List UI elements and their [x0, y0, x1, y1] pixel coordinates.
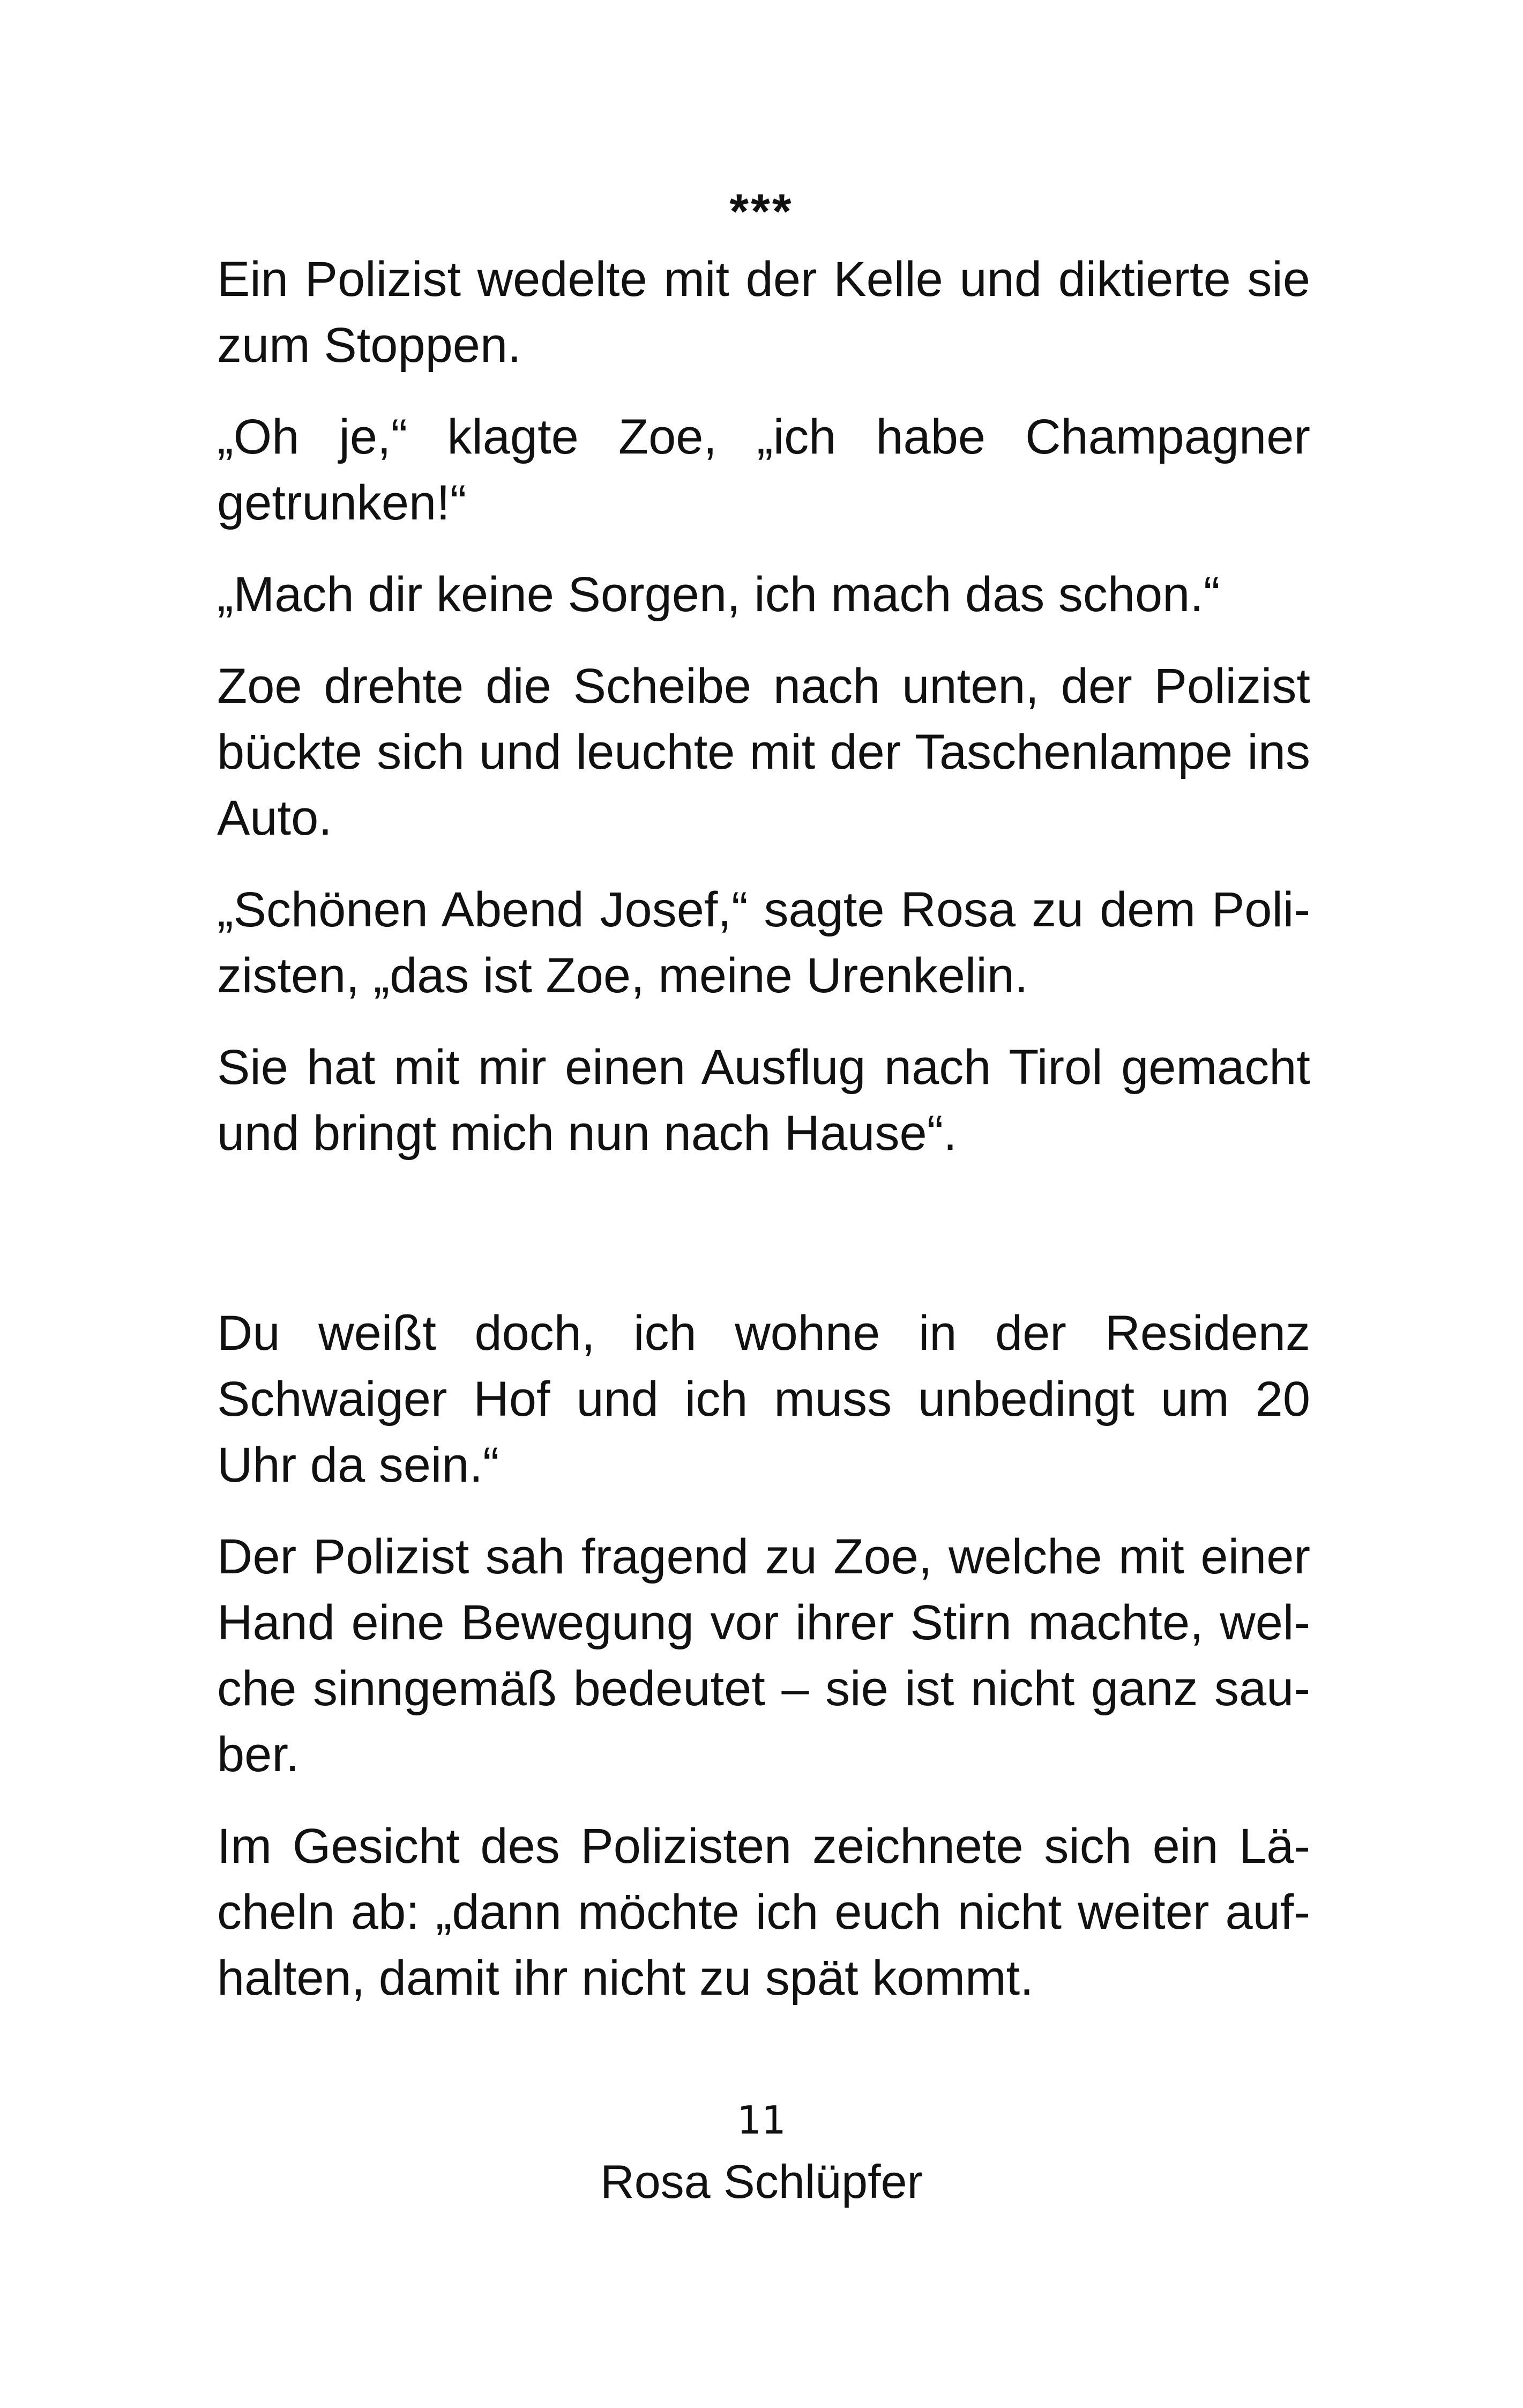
footer-author: Rosa Schlüpfer	[600, 2155, 923, 2208]
page-number: 11	[737, 2098, 786, 2143]
section-separator: ***	[729, 184, 794, 239]
paragraph-gesture: Der Polizist sah fragend zu Zoe, welche mit einer Hand eine Bewegung vor ihrer Stirn machte, welche sinngemäß bedeutet – sie ist nicht ganz sauber.	[217, 1529, 1310, 1782]
paragraph-police-stop: Ein Polizist wedelte mit der Kelle und diktierte sie zum Stoppen.	[217, 252, 1310, 373]
paragraph-no-worries: „Mach dir keine Sorgen, ich mach das schon.“	[217, 567, 1220, 622]
paragraph-residence: Du weißt doch, ich wohne in der Residenz Schwaiger Hof und ich muss unbedingt um 20 Uhr da sein.“	[217, 1306, 1310, 1492]
body-text	[217, 247, 1310, 2011]
paragraph-smile: Im Gesicht des Polizisten zeichnete sich ein Lächeln ab: „dann möchte ich euch nicht weiter aufhalten, damit ihr nicht zu spät kommt.	[217, 1819, 1310, 2005]
paragraph-rosa-greeting: „Schönen Abend Josef,“ sagte Rosa zu dem Polizisten, „das ist Zoe, meine Urenkelin.	[217, 882, 1310, 1003]
paragraph-window-down: Zoe drehte die Scheibe nach unten, der Polizist bückte sich und leuchte mit der Taschenlampe ins Auto.	[217, 659, 1310, 845]
paragraph-tirol-trip: Sie hat mit mir einen Ausflug nach Tirol gemacht und bringt mich nun nach Hause“.	[217, 1040, 1310, 1161]
paragraph-zoe-champagne: „Oh je,“ klagte Zoe, „ich habe Champagner getrunken!“	[217, 410, 1310, 530]
